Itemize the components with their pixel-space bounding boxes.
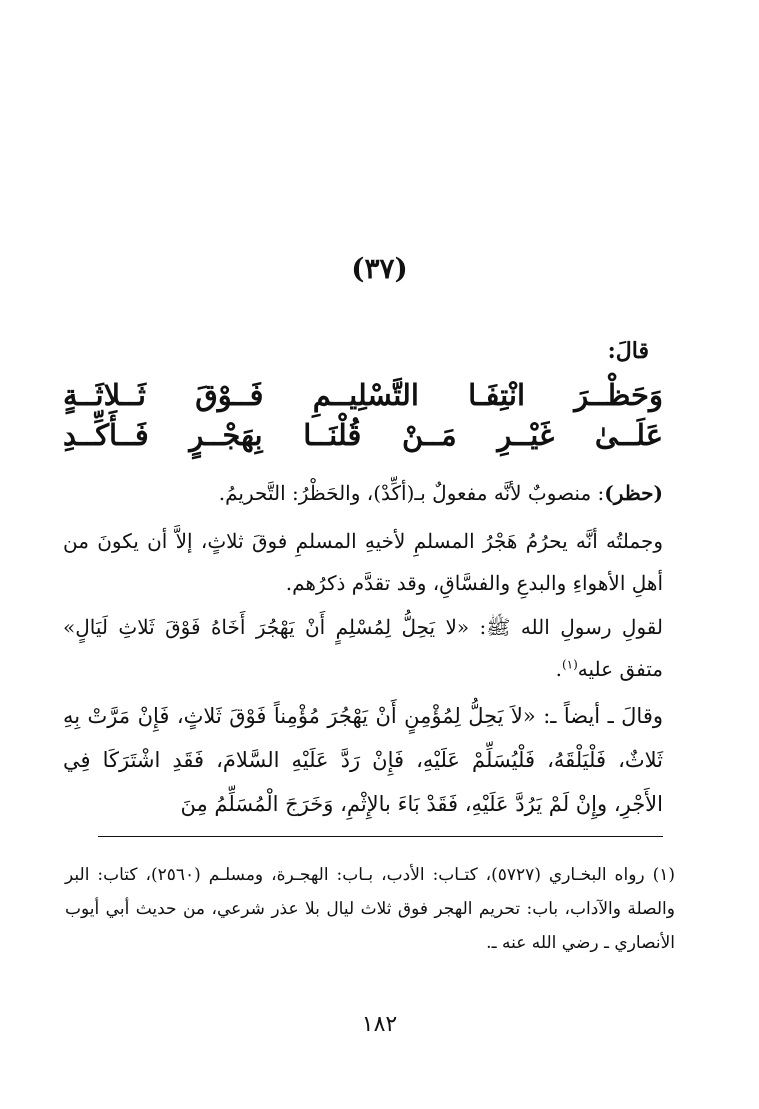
hadith-1-end: . (555, 657, 562, 681)
paragraph-ruling (63, 520, 663, 604)
footnote-text: رواه البخـاري (٥٧٢٧)، كتـاب: الأدب، بـاب: الهجـرة، ومسلـم (٢٥٦٠)، كتاب: البر والصلة والآداب، باب: تحريم الهجر فوق ثلاث ليال بلا عذر شرعي، من حديث أبي أيوب الأنصاري ـ رضي الله عنه ـ. (65, 865, 675, 953)
hadith-1-text: لقولِ رسولِ الله ﷺ: «لا يَحِلُّ لِمُسْلِمٍ أَنْ يَهْجُرَ أَخَاهُ فَوْقَ ثَلاثِ لَيَالٍ» متفق عليه (63, 615, 663, 681)
defined-term: (حظر) (604, 481, 663, 505)
verse-line-1: وَحَظْــرَ انْتِفَـا التَّسْلِيــمِ فَــوْقَ ثَــلاثَــةٍ (63, 378, 663, 412)
footnote (65, 858, 675, 960)
hadith-2-text: وقالَ ـ أيضاً ـ: «لاَ يَحِلُّ لِمُؤْمِنٍ أَنْ يَهْجُرَ مُؤْمِناً فَوْقَ ثَلاثٍ، فَإِنْ مَرَّتْ بِهِ ثَلاثٌ، فَلْيَلْقَهُ، فَلْيُسَلِّمْ عَلَيْهِ، فَإِنْ رَدَّ عَلَيْهِ السَّلامَ، فَقَدِ اشْتَرَكَا فِي الأَجْرِ، وإِنْ لَمْ يَرُدَّ عَلَيْهِ، فَقَدْ بَاءَ بالإِثْمِ، وَخَرَجَ الْمُسَلِّمُ مِنَ (63, 704, 663, 816)
ruling-text: وجملتُه أنَّه يحرُمُ هَجْرُ المسلمِ لأخيهِ المسلمِ فوقَ ثلاثٍ، إلاَّ أن يكونَ من أهلِ الأهواءِ والبدعِ والفسَّاقِ، وقد تقدَّم ذكرُهم. (63, 529, 663, 595)
paragraph-hadith-1 (63, 606, 663, 690)
paragraph-hadith-2 (63, 694, 663, 826)
footnote-reference[interactable]: (١) (561, 657, 578, 672)
verse-line-2: عَلَــىٰ غَيْــرِ مَــنْ قُلْنَــا بِهَجْــرٍ فَــأَكِّــدِ (63, 418, 663, 452)
footnote-divider (98, 836, 663, 837)
qala-heading: قالَ: (607, 338, 649, 364)
page-number: ١٨٢ (361, 1012, 398, 1037)
footnote-number: (١) (652, 865, 675, 885)
chapter-number: (٣٧) (351, 252, 408, 285)
definition-text: : منصوبٌ لأنَّه مفعولٌ بـ(أكِّدْ)، والحَظْرُ: التَّحريمُ. (218, 481, 605, 505)
paragraph-definition (63, 472, 663, 514)
